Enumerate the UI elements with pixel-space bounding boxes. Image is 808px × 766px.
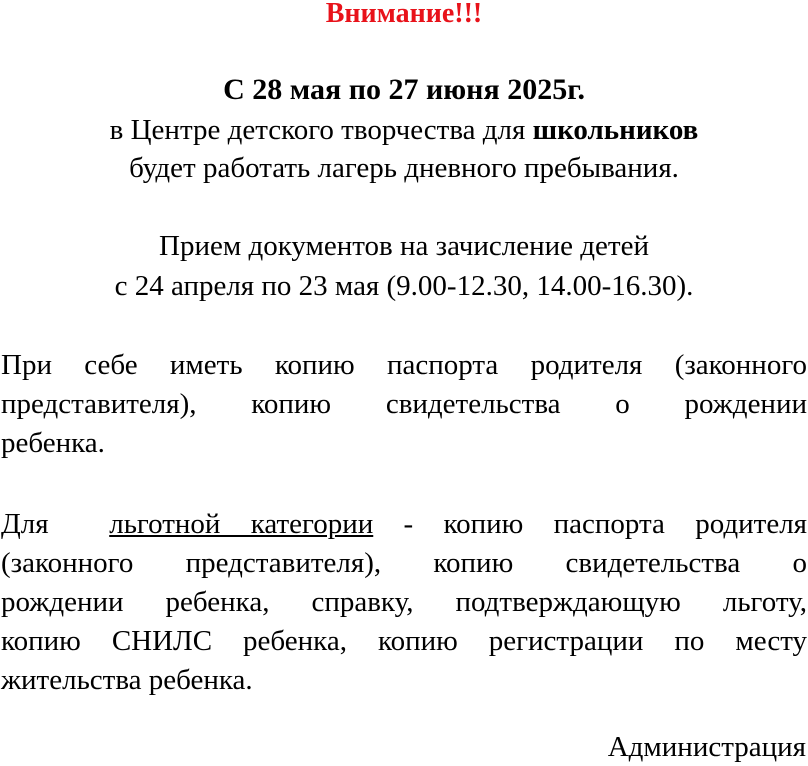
notice-title: Внимание!!! [325, 0, 483, 29]
camp-location-text: в Центре детского творчества для [109, 114, 533, 146]
paragraph-line [1, 505, 807, 544]
camp-dates: С 28 мая по 27 июня 2025г. [223, 73, 585, 106]
benefit-suffix: - копию паспорта родителя [373, 508, 808, 540]
camp-audience-bold: школьников [532, 114, 699, 146]
paragraph-line: рождении ребенка, справку, подтверждающую льготу, [1, 586, 807, 618]
paragraph-line: представителя), копию свидетельства о рождении [1, 388, 807, 420]
benefit-category-paragraph [1, 505, 807, 700]
paragraph-line: жительства ребенка. [1, 664, 253, 696]
camp-location-line [0, 112, 808, 148]
paragraph-line: При себе иметь копию паспорта родителя (законного [1, 349, 807, 381]
documents-intake-dates: с 24 апреля по 23 мая (9.00-12.30, 14.00-16.30). [114, 270, 694, 302]
documents-intake-line: Прием документов на зачисление детей [159, 230, 649, 262]
benefit-prefix: Для [1, 508, 79, 540]
paragraph-line: ребенка. [1, 427, 105, 459]
camp-description-line: будет работать лагерь дневного пребывания. [129, 152, 679, 184]
paragraph-line: (законного представителя), копию свидетельства о [1, 547, 807, 579]
paragraph-line: копию СНИЛС ребенка, копию регистрации по месту [1, 625, 807, 657]
signature: Администрация [607, 731, 806, 763]
benefit-category-underlined: льготной категории [109, 508, 374, 540]
required-documents-paragraph [1, 346, 807, 463]
